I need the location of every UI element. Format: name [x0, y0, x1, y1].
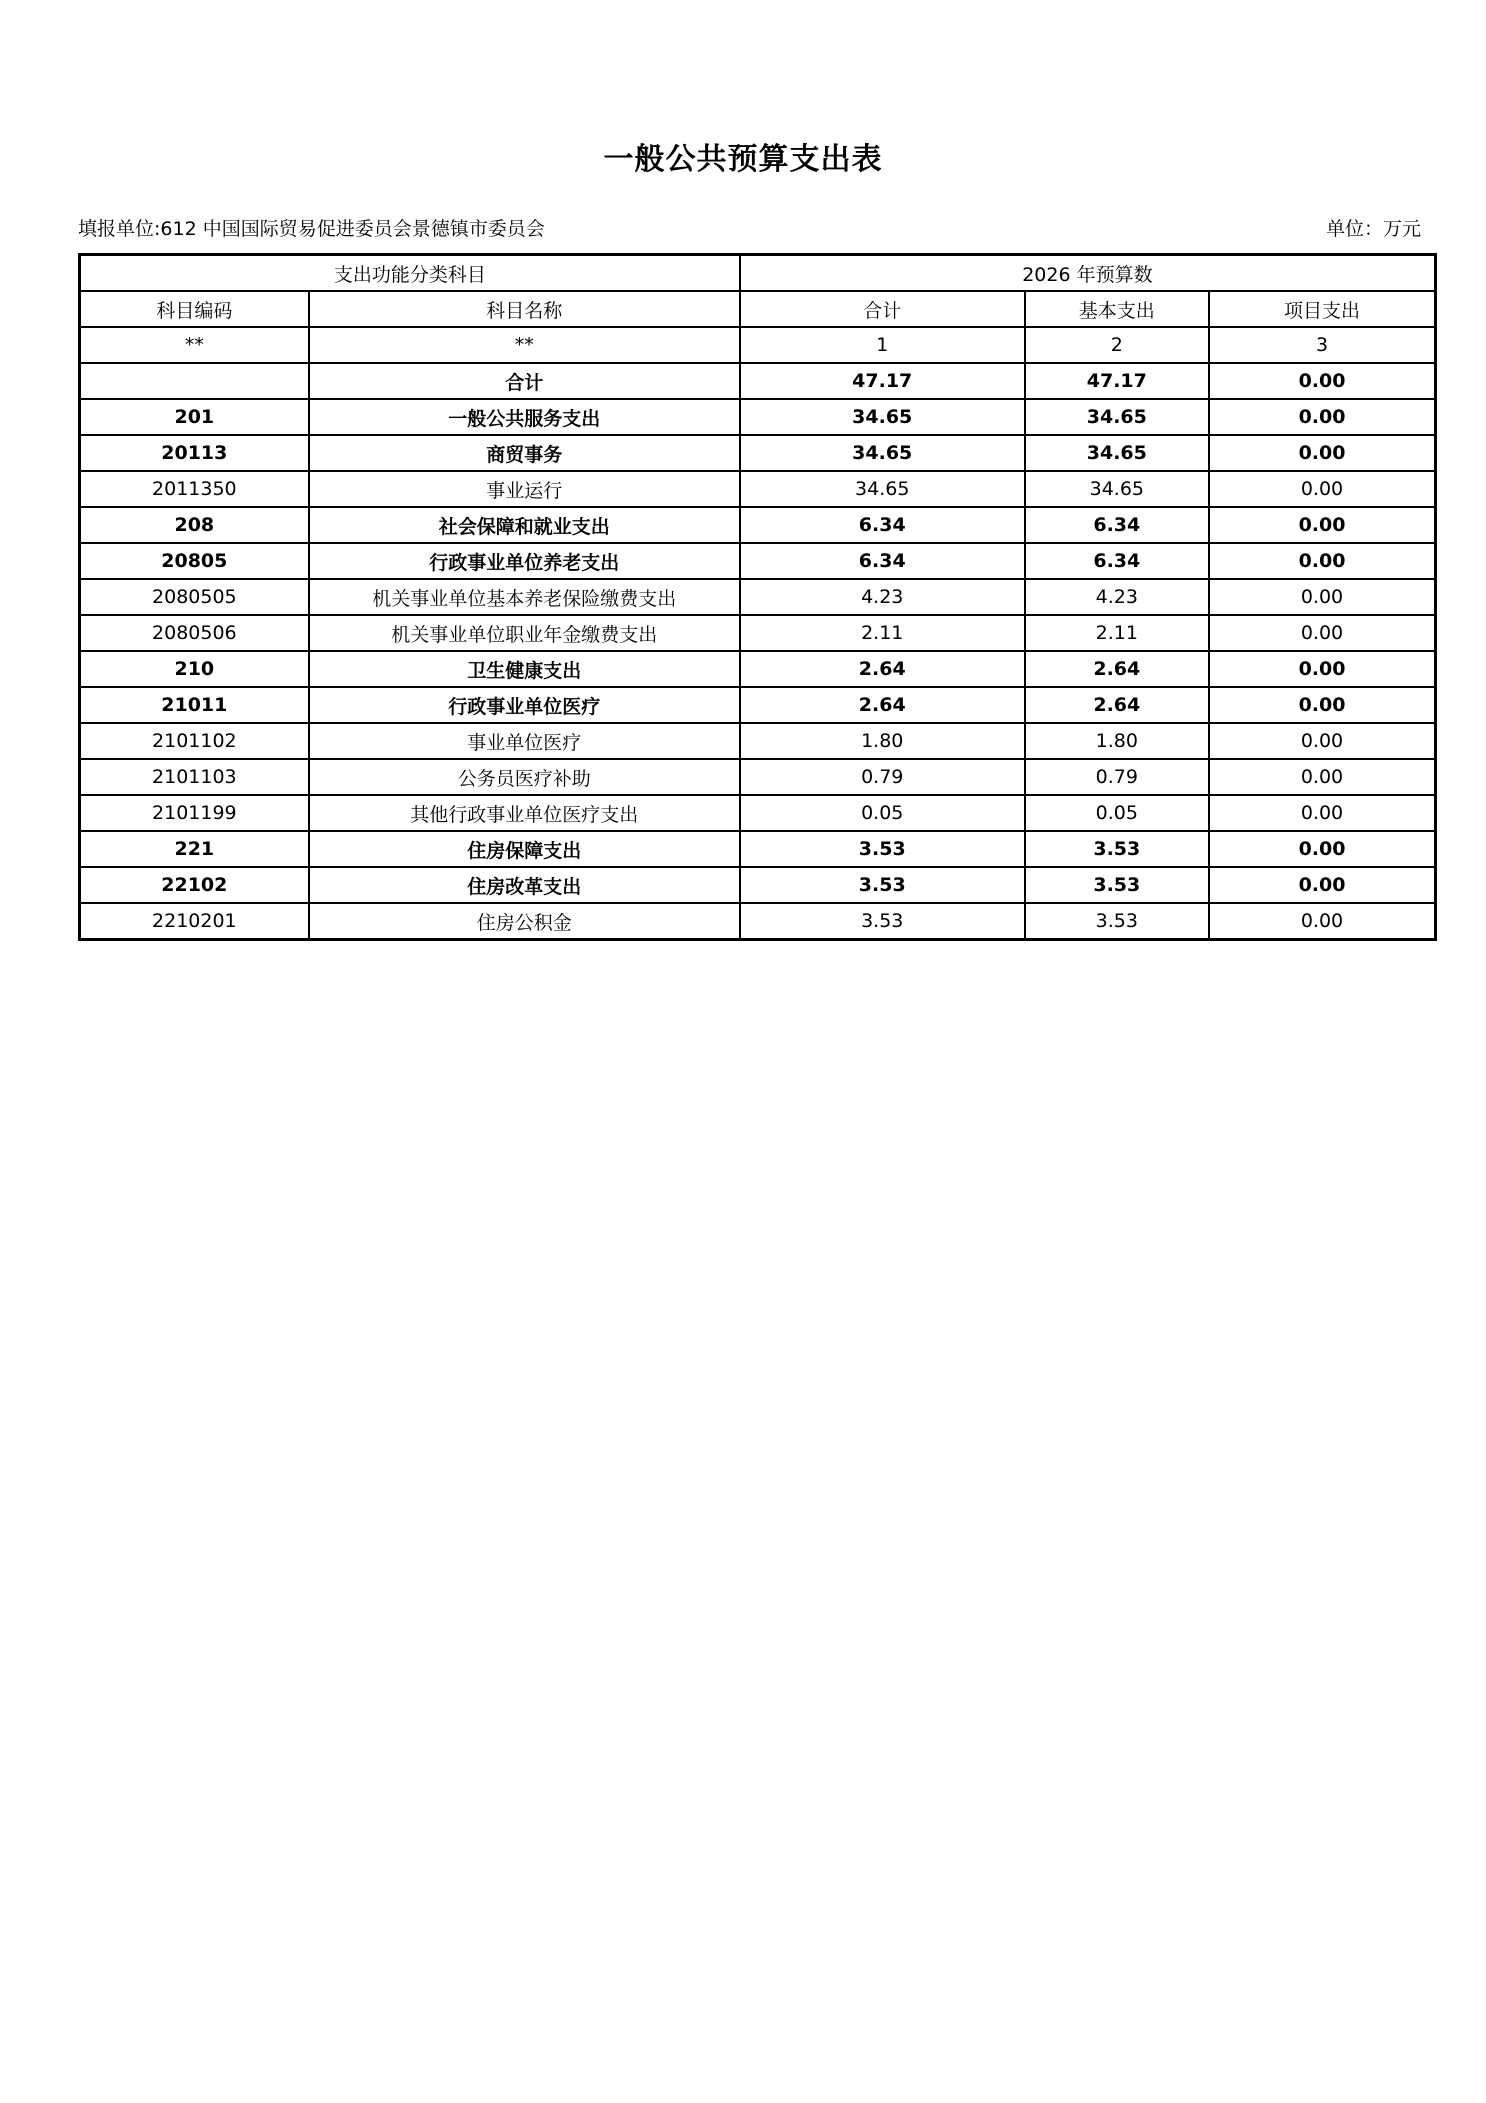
mark-code: ** — [80, 327, 309, 363]
cell-project-expense: 0.00 — [1209, 507, 1435, 543]
cell-total: 2.64 — [740, 651, 1025, 687]
cell-subject-code: 201 — [80, 399, 309, 435]
cell-subject-code: 2101103 — [80, 759, 309, 795]
meta-row — [78, 217, 1437, 241]
cell-subject-code: 2101199 — [80, 795, 309, 831]
table-header — [80, 255, 1436, 364]
header-group-row — [80, 255, 1436, 292]
cell-basic-expense: 6.34 — [1025, 543, 1209, 579]
cell-subject-name: 商贸事务 — [309, 435, 740, 471]
cell-subject-code: 21011 — [80, 687, 309, 723]
cell-subject-code: 2210201 — [80, 903, 309, 940]
cell-total: 2.64 — [740, 687, 1025, 723]
cell-subject-name: 其他行政事业单位医疗支出 — [309, 795, 740, 831]
cell-basic-expense: 6.34 — [1025, 507, 1209, 543]
cell-basic-expense: 2.64 — [1025, 687, 1209, 723]
header-basic-expense: 基本支出 — [1025, 291, 1209, 327]
table-row — [80, 723, 1436, 759]
header-marks-row — [80, 327, 1436, 363]
cell-subject-name: 一般公共服务支出 — [309, 399, 740, 435]
header-project-expense: 项目支出 — [1209, 291, 1435, 327]
table-row — [80, 363, 1436, 399]
cell-total: 47.17 — [740, 363, 1025, 399]
cell-total: 0.05 — [740, 795, 1025, 831]
cell-total: 3.53 — [740, 867, 1025, 903]
cell-project-expense: 0.00 — [1209, 471, 1435, 507]
cell-subject-name: 住房保障支出 — [309, 831, 740, 867]
header-subject-name: 科目名称 — [309, 291, 740, 327]
table-row — [80, 507, 1436, 543]
cell-subject-name: 事业运行 — [309, 471, 740, 507]
cell-subject-code: 2101102 — [80, 723, 309, 759]
cell-subject-code: 208 — [80, 507, 309, 543]
cell-subject-code — [80, 363, 309, 399]
cell-project-expense: 0.00 — [1209, 435, 1435, 471]
cell-subject-name: 住房改革支出 — [309, 867, 740, 903]
cell-project-expense: 0.00 — [1209, 579, 1435, 615]
mark-name: ** — [309, 327, 740, 363]
cell-subject-code: 2011350 — [80, 471, 309, 507]
cell-project-expense: 0.00 — [1209, 651, 1435, 687]
header-total: 合计 — [740, 291, 1025, 327]
cell-basic-expense: 34.65 — [1025, 471, 1209, 507]
table-row — [80, 399, 1436, 435]
table-row — [80, 867, 1436, 903]
cell-subject-name: 行政事业单位养老支出 — [309, 543, 740, 579]
table-row — [80, 687, 1436, 723]
cell-project-expense: 0.00 — [1209, 831, 1435, 867]
cell-project-expense: 0.00 — [1209, 399, 1435, 435]
cell-total: 3.53 — [740, 903, 1025, 940]
cell-basic-expense: 3.53 — [1025, 903, 1209, 940]
cell-subject-name: 机关事业单位职业年金缴费支出 — [309, 615, 740, 651]
cell-basic-expense: 47.17 — [1025, 363, 1209, 399]
cell-subject-name: 事业单位医疗 — [309, 723, 740, 759]
cell-project-expense: 0.00 — [1209, 363, 1435, 399]
table-row — [80, 543, 1436, 579]
cell-basic-expense: 34.65 — [1025, 399, 1209, 435]
cell-project-expense: 0.00 — [1209, 687, 1435, 723]
cell-total: 6.34 — [740, 543, 1025, 579]
cell-project-expense: 0.00 — [1209, 867, 1435, 903]
cell-subject-code: 20113 — [80, 435, 309, 471]
header-subject-code: 科目编码 — [80, 291, 309, 327]
cell-project-expense: 0.00 — [1209, 759, 1435, 795]
cell-total: 34.65 — [740, 399, 1025, 435]
reporting-unit-label: 填报单位:612 中国国际贸易促进委员会景德镇市委员会 — [78, 218, 545, 240]
table-row — [80, 471, 1436, 507]
table-row — [80, 759, 1436, 795]
cell-basic-expense: 0.05 — [1025, 795, 1209, 831]
cell-total: 2.11 — [740, 615, 1025, 651]
cell-subject-name: 住房公积金 — [309, 903, 740, 940]
cell-subject-name: 社会保障和就业支出 — [309, 507, 740, 543]
cell-subject-code: 221 — [80, 831, 309, 867]
cell-basic-expense: 34.65 — [1025, 435, 1209, 471]
cell-subject-name: 行政事业单位医疗 — [309, 687, 740, 723]
mark-basic: 2 — [1025, 327, 1209, 363]
cell-total: 34.65 — [740, 435, 1025, 471]
cell-subject-name: 卫生健康支出 — [309, 651, 740, 687]
mark-project: 3 — [1209, 327, 1435, 363]
table-row — [80, 651, 1436, 687]
cell-project-expense: 0.00 — [1209, 543, 1435, 579]
cell-total: 0.79 — [740, 759, 1025, 795]
cell-basic-expense: 3.53 — [1025, 831, 1209, 867]
cell-project-expense: 0.00 — [1209, 795, 1435, 831]
cell-basic-expense: 3.53 — [1025, 867, 1209, 903]
header-group-function: 支出功能分类科目 — [80, 255, 740, 292]
cell-subject-code: 2080505 — [80, 579, 309, 615]
cell-subject-name: 机关事业单位基本养老保险缴费支出 — [309, 579, 740, 615]
header-group-budget-year: 2026 年预算数 — [740, 255, 1436, 292]
budget-table — [78, 253, 1437, 941]
cell-subject-code: 20805 — [80, 543, 309, 579]
cell-project-expense: 0.00 — [1209, 615, 1435, 651]
cell-total: 34.65 — [740, 471, 1025, 507]
cell-total: 4.23 — [740, 579, 1025, 615]
cell-basic-expense: 4.23 — [1025, 579, 1209, 615]
mark-total: 1 — [740, 327, 1025, 363]
table-body — [80, 363, 1436, 940]
header-columns-row — [80, 291, 1436, 327]
cell-subject-name: 合计 — [309, 363, 740, 399]
cell-basic-expense: 1.80 — [1025, 723, 1209, 759]
cell-subject-code: 210 — [80, 651, 309, 687]
cell-basic-expense: 0.79 — [1025, 759, 1209, 795]
table-row — [80, 579, 1436, 615]
cell-subject-code: 22102 — [80, 867, 309, 903]
page-title: 一般公共预算支出表 — [603, 142, 883, 177]
table-row — [80, 615, 1436, 651]
currency-unit-label: 单位：万元 — [1325, 218, 1421, 240]
cell-total: 1.80 — [740, 723, 1025, 759]
cell-subject-code: 2080506 — [80, 615, 309, 651]
cell-basic-expense: 2.11 — [1025, 615, 1209, 651]
table-row — [80, 795, 1436, 831]
cell-subject-name: 公务员医疗补助 — [309, 759, 740, 795]
cell-basic-expense: 2.64 — [1025, 651, 1209, 687]
table-row — [80, 831, 1436, 867]
cell-total: 3.53 — [740, 831, 1025, 867]
cell-project-expense: 0.00 — [1209, 903, 1435, 940]
table-row — [80, 435, 1436, 471]
cell-total: 6.34 — [740, 507, 1025, 543]
cell-project-expense: 0.00 — [1209, 723, 1435, 759]
table-row — [80, 903, 1436, 940]
